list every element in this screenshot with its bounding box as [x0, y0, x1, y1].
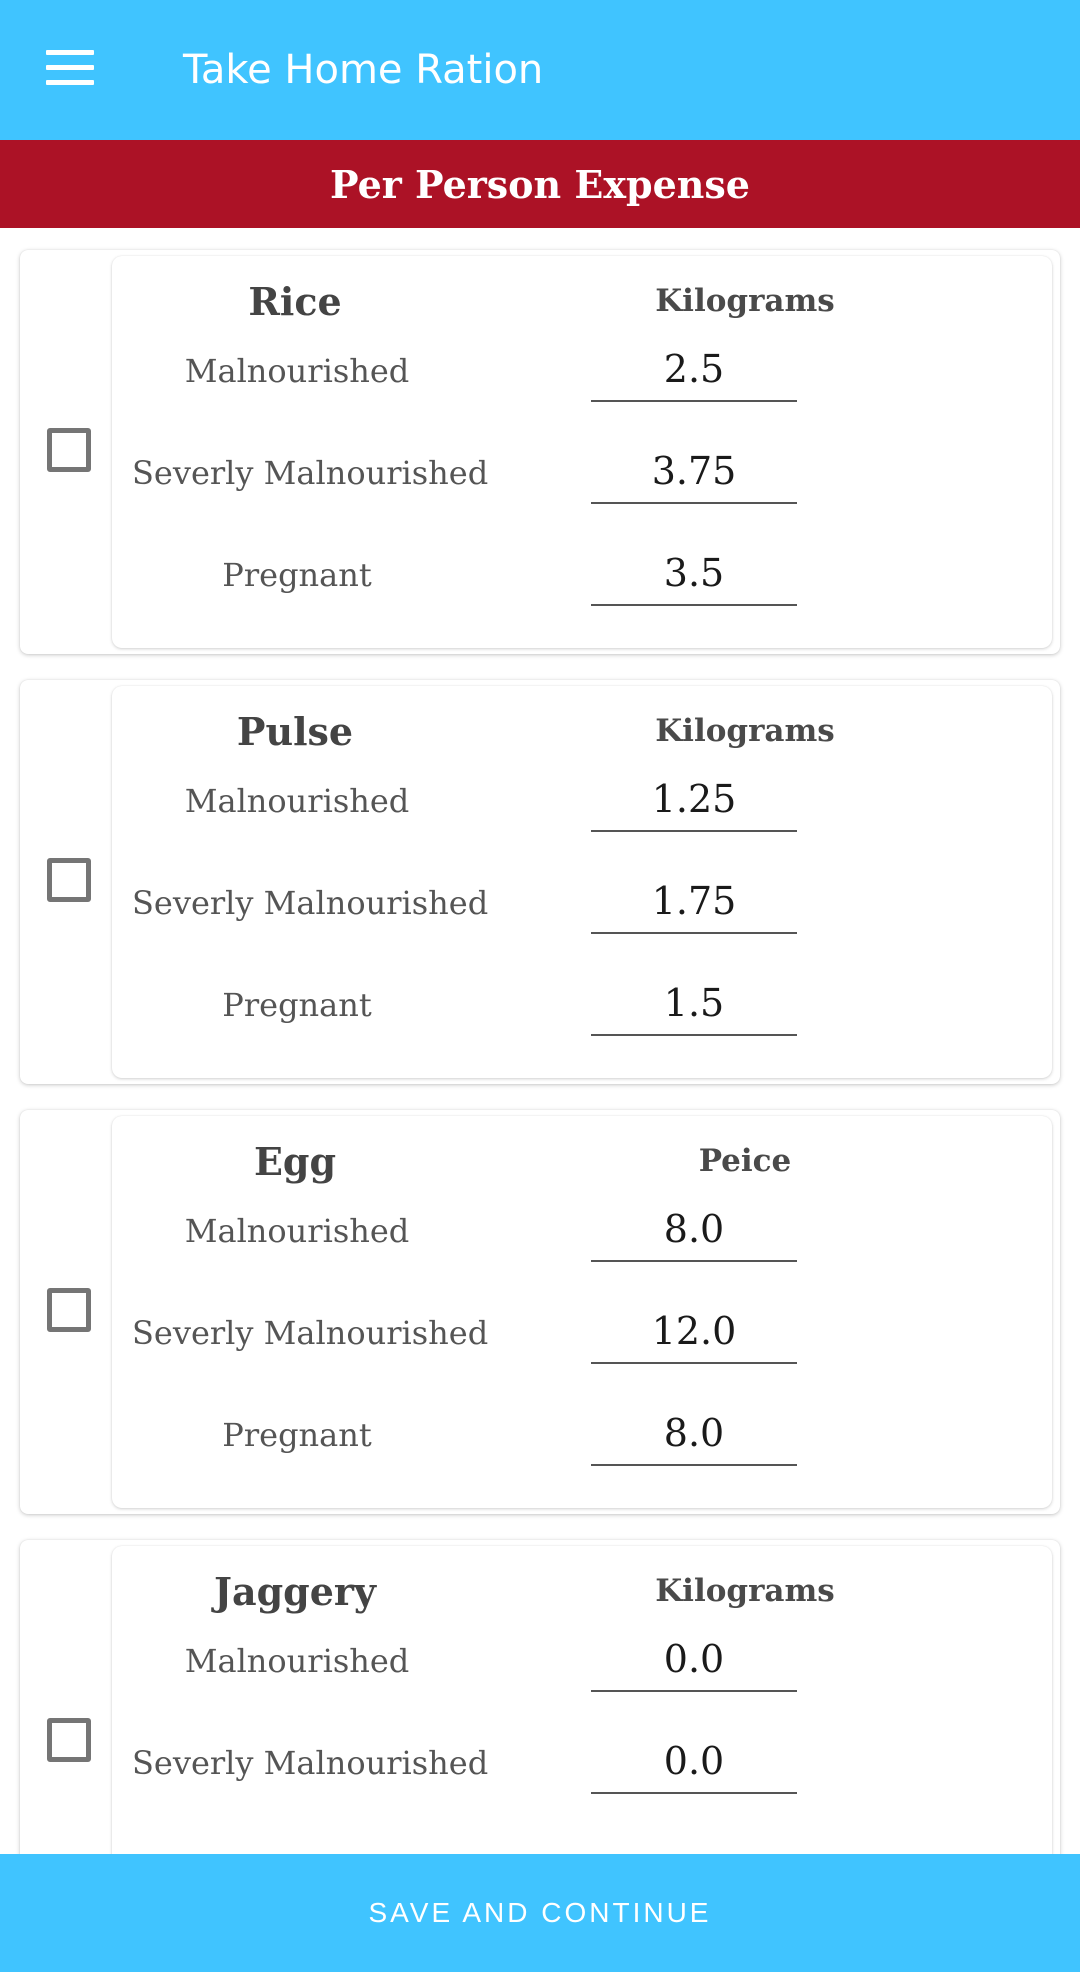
jaggery-details [112, 1546, 1052, 1854]
item-name: Jaggery [213, 1569, 377, 1614]
pulse-severly-malnourished-input[interactable] [591, 870, 797, 934]
ration-card-egg [20, 1110, 1060, 1514]
row-label-severly-malnourished: Severly Malnourished [132, 884, 489, 922]
app-bar [0, 0, 1080, 140]
pulse-pregnant-input[interactable] [591, 972, 797, 1036]
row-label-severly-malnourished: Severly Malnourished [132, 454, 489, 492]
ration-card-rice [20, 250, 1060, 654]
row-label-malnourished: Malnourished [184, 352, 410, 390]
item-name: Egg [253, 1139, 337, 1184]
ration-item-list[interactable] [0, 228, 1080, 1854]
row-label-severly-malnourished: Severly Malnourished [132, 1314, 489, 1352]
egg-malnourished-input[interactable] [591, 1198, 797, 1262]
row-label-pregnant: Pregnant [222, 986, 372, 1024]
egg-severly-malnourished-input[interactable] [591, 1300, 797, 1364]
ration-card-pulse [20, 680, 1060, 1084]
row-label-malnourished: Malnourished [184, 782, 410, 820]
item-unit: Peice [698, 1143, 792, 1179]
save-and-continue-button[interactable]: SAVE AND CONTINUE [0, 1854, 1080, 1972]
row-label-pregnant: Pregnant [222, 1416, 372, 1454]
rice-malnourished-input[interactable] [591, 338, 797, 402]
pulse-malnourished-input[interactable] [591, 768, 797, 832]
row-label-severly-malnourished: Severly Malnourished [132, 1744, 489, 1782]
row-label-pregnant: Pregnant [222, 556, 372, 594]
item-name: Pulse [236, 709, 354, 754]
egg-pregnant-input[interactable] [591, 1402, 797, 1466]
ration-card-jaggery [20, 1540, 1060, 1854]
section-banner: Per Person Expense [0, 140, 1080, 228]
rice-details [112, 256, 1052, 648]
app-title: Take Home Ration [183, 47, 544, 93]
item-name: Rice [248, 279, 342, 324]
row-label-malnourished: Malnourished [184, 1642, 410, 1680]
item-unit: Kilograms [655, 283, 835, 319]
egg-checkbox[interactable] [47, 1288, 91, 1332]
pulse-checkbox[interactable] [47, 858, 91, 902]
rice-pregnant-input[interactable] [591, 542, 797, 606]
egg-details [112, 1116, 1052, 1508]
rice-checkbox[interactable] [47, 428, 91, 472]
row-label-malnourished: Malnourished [184, 1212, 410, 1250]
rice-severly-malnourished-input[interactable] [591, 440, 797, 504]
jaggery-malnourished-input[interactable] [591, 1628, 797, 1692]
jaggery-severly-malnourished-input[interactable] [591, 1730, 797, 1794]
item-unit: Kilograms [655, 713, 835, 749]
hamburger-menu-icon[interactable] [46, 50, 94, 86]
pulse-details [112, 686, 1052, 1078]
jaggery-checkbox[interactable] [47, 1718, 91, 1762]
item-unit: Kilograms [655, 1573, 835, 1609]
